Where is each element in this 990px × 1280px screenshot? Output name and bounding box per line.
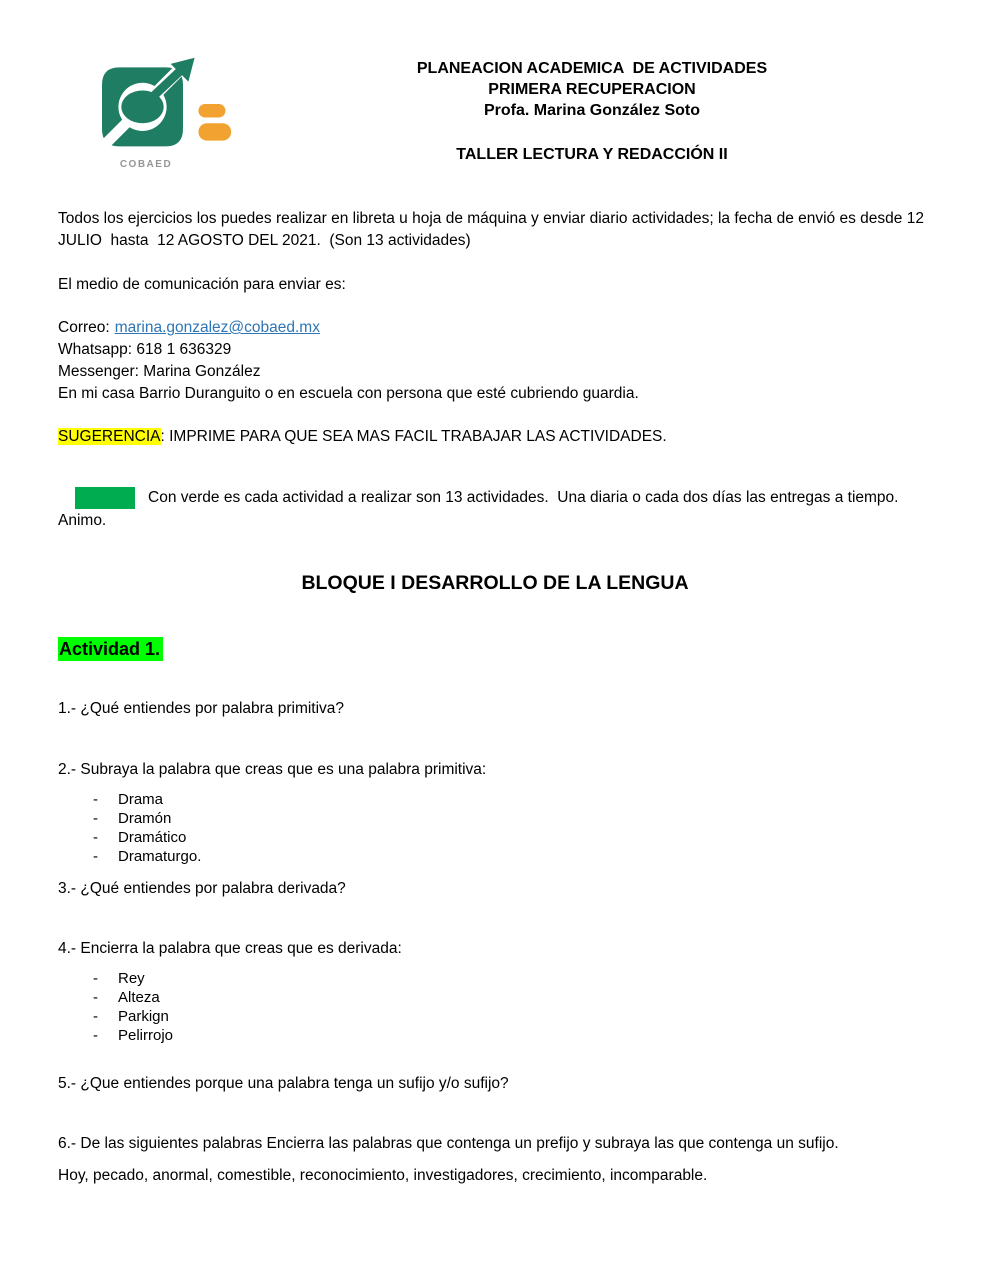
bullet-marker: - — [93, 970, 98, 987]
question-6-words: Hoy, pecado, anormal, comestible, reconocimiento, investigadores, crecimiento, incomparable. — [58, 1167, 708, 1184]
question-1: 1.- ¿Qué entiendes por palabra primitiva? — [58, 700, 345, 717]
correo-label: Correo: — [58, 319, 110, 336]
header-title-line-1: PLANEACION ACADEMICA DE ACTIVIDADES — [416, 60, 768, 77]
correo-line — [58, 317, 932, 339]
list-item — [93, 988, 932, 1007]
sugerencia-text: : IMPRIME PARA QUE SEA MAS FACIL TRABAJAR LAS ACTIVIDADES. — [160, 428, 667, 445]
question-2: 2.- Subraya la palabra que creas que es una palabra primitiva: — [58, 761, 487, 778]
list-item — [93, 847, 932, 866]
sugerencia-highlight: SUGERENCIA — [58, 428, 161, 445]
header-title-block — [252, 56, 932, 165]
list-item — [93, 1026, 932, 1045]
bullet-marker: - — [93, 1027, 98, 1044]
cobaed-logo-icon — [102, 56, 237, 151]
question-6: 6.- De las siguientes palabras Encierra las palabras que contenga un prefijo y subraya las que contenga un sufijo. — [58, 1135, 839, 1152]
list-item — [93, 969, 932, 988]
list-item-text: Pelirrojo — [118, 1027, 174, 1044]
list-item — [93, 809, 932, 828]
bullet-marker: - — [93, 810, 98, 827]
question-3: 3.- ¿Qué entiendes por palabra derivada? — [58, 880, 346, 897]
logo-b-bottom-bar — [198, 123, 231, 140]
question-5: 5.- ¿Que entiendes porque una palabra tenga un sufijo y/o sufijo? — [58, 1075, 509, 1092]
list-item — [93, 828, 932, 847]
logo-caption: COBAED — [119, 159, 173, 170]
list-item-text: Dramático — [118, 829, 187, 846]
bloque-title: BLOQUE I DESARROLLO DE LA LENGUA — [301, 572, 689, 594]
bullet-marker: - — [93, 989, 98, 1006]
green-legend-swatch — [75, 487, 135, 509]
list-item — [93, 790, 932, 809]
question-4: 4.- Encierra la palabra que creas que es derivada: — [58, 940, 402, 957]
header-title-line-2: PRIMERA RECUPERACION — [488, 81, 696, 98]
list-item-text: Rey — [118, 970, 145, 987]
list-item-text: Drama — [118, 791, 164, 808]
question-4-list — [58, 969, 932, 1045]
legend-row — [58, 487, 932, 509]
bullet-marker: - — [93, 791, 98, 808]
email-link[interactable]: marina.gonzalez@cobaed.mx — [114, 319, 320, 336]
question-2-list — [58, 790, 932, 866]
document-header — [58, 0, 932, 170]
whatsapp-line: Whatsapp: 618 1 636329 — [58, 341, 232, 358]
cobaed-logo — [102, 56, 252, 170]
legend-text: Con verde es cada actividad a realizar son 13 actividades. Una diaria o cada dos días las entregas a tiempo. — [148, 489, 899, 506]
actividad-badge: Actividad 1. — [58, 637, 163, 661]
list-item-text: Dramaturgo. — [118, 848, 202, 865]
contact-block — [58, 317, 932, 405]
list-item-text: Dramón — [118, 810, 172, 827]
course-title: TALLER LECTURA Y REDACCIÓN II — [456, 146, 728, 163]
list-item-text: Alteza — [118, 989, 160, 1006]
logo-b-top-bar — [198, 104, 225, 118]
bullet-marker: - — [93, 1008, 98, 1025]
sugerencia-line — [58, 426, 932, 448]
actividad-line — [58, 639, 932, 660]
ubicacion-line: En mi casa Barrio Duranguito o en escuela con persona que esté cubriendo guardia. — [58, 385, 639, 402]
list-item — [93, 1007, 932, 1026]
intro-paragraph: Todos los ejercicios los puedes realizar en libreta u hoja de máquina y enviar diario actividades; la fecha de envió es desde 12 JULIO hasta 12 AGOSTO DEL 2021. (Son 13 actividades) — [58, 210, 929, 249]
animo-text: Animo. — [58, 512, 107, 529]
header-title-line-3: Profa. Marina González Soto — [483, 102, 701, 119]
bullet-marker: - — [93, 848, 98, 865]
medio-paragraph: El medio de comunicación para enviar es: — [58, 276, 346, 293]
messenger-line: Messenger: Marina González — [58, 363, 261, 380]
list-item-text: Parkign — [118, 1008, 169, 1025]
bullet-marker: - — [93, 829, 98, 846]
